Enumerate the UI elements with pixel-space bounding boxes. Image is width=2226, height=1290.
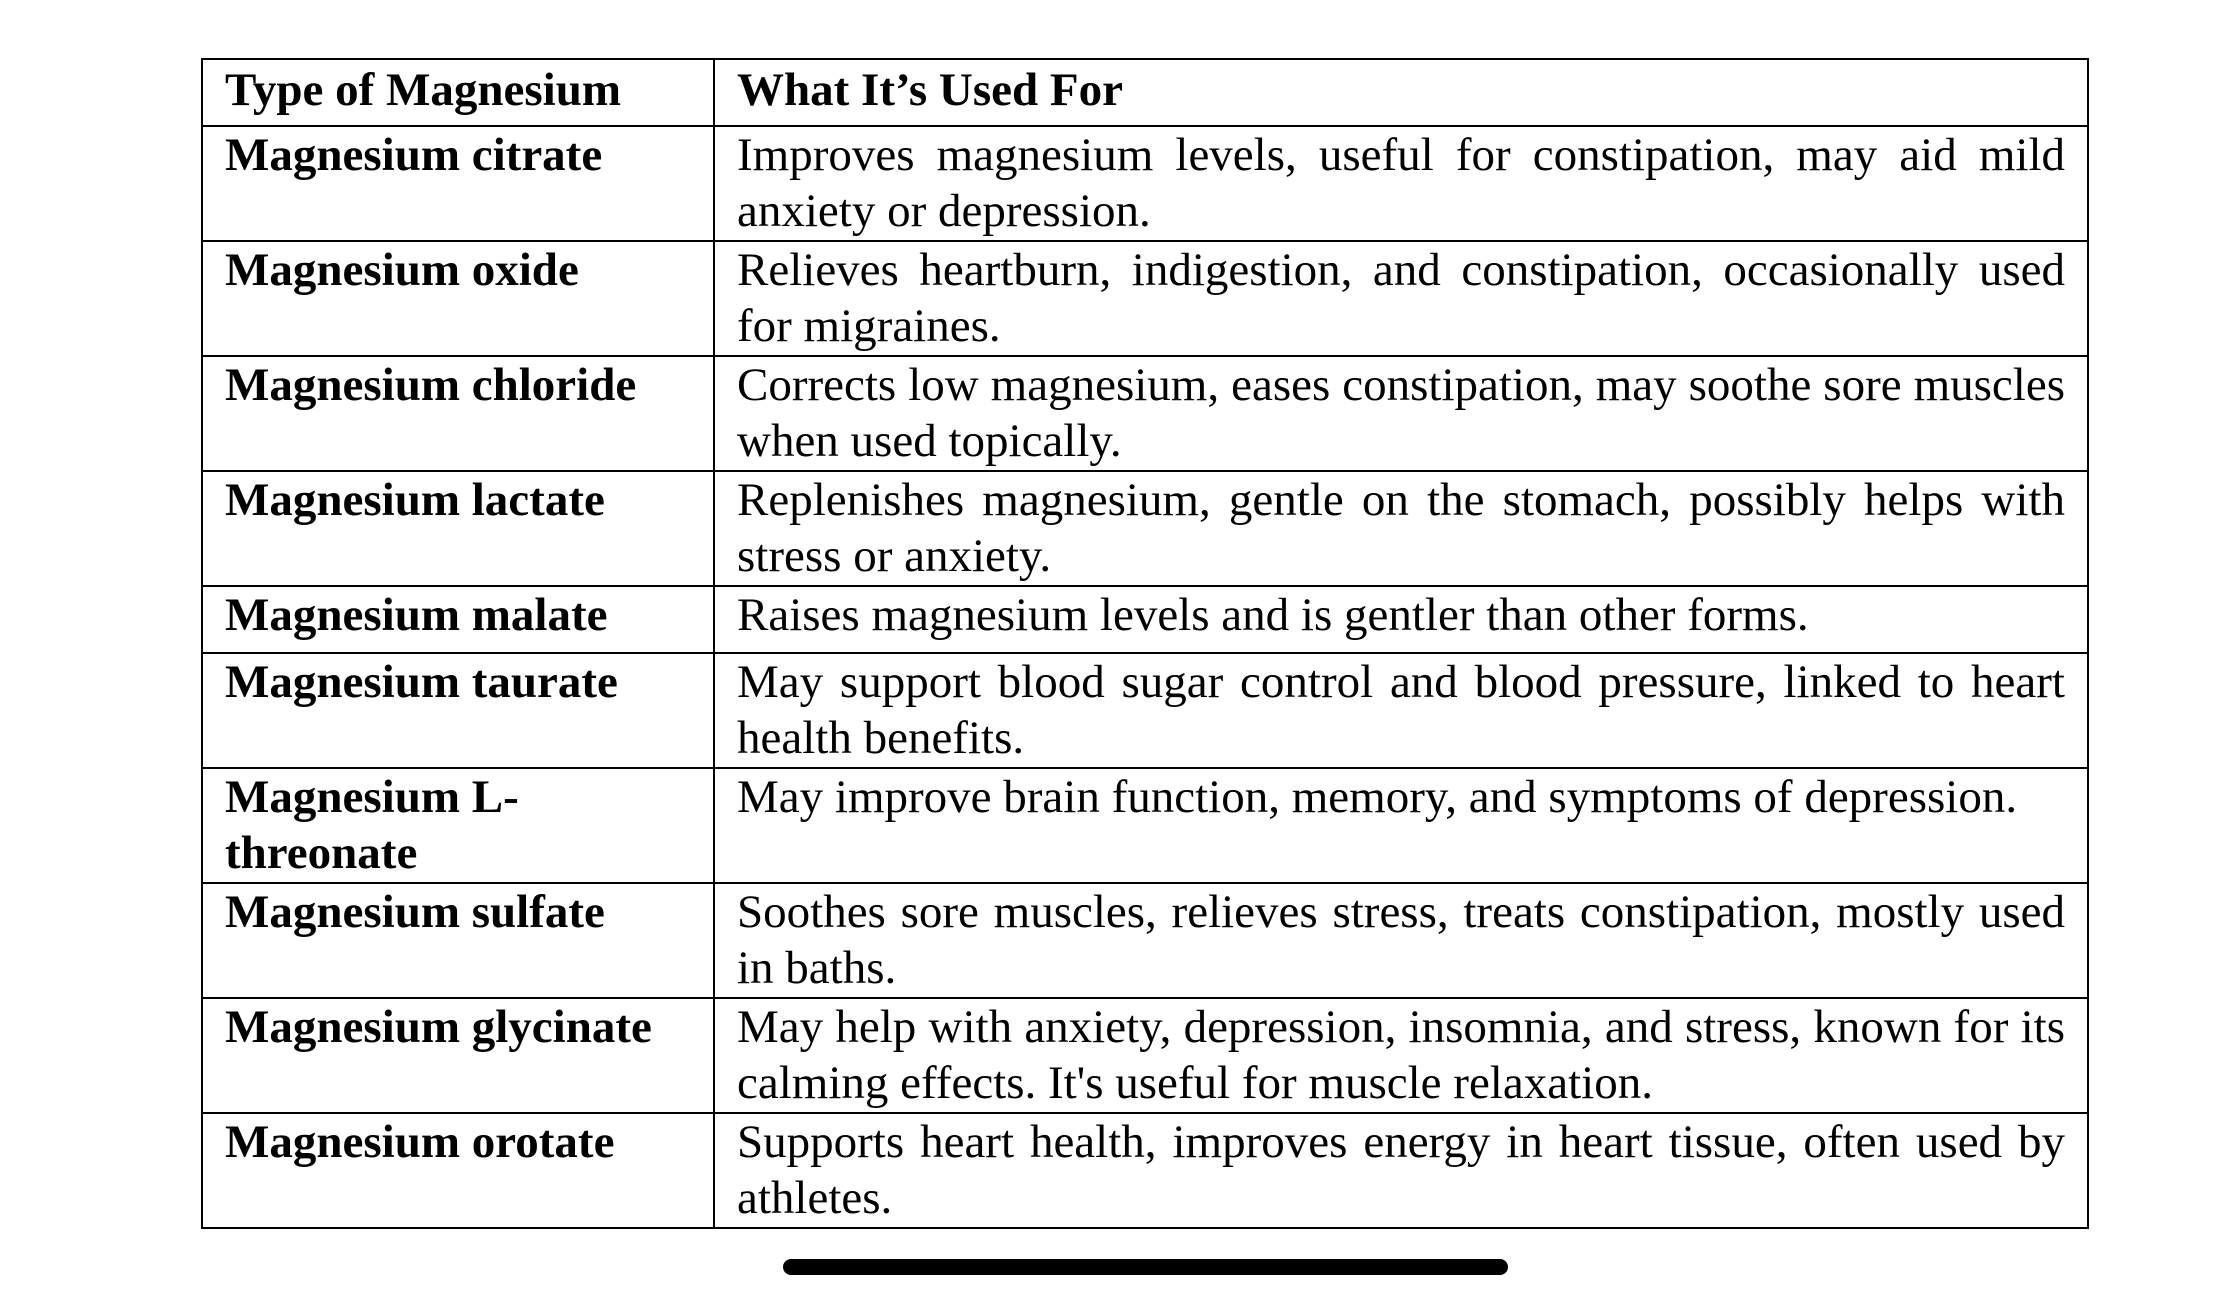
table-row (202, 883, 2088, 998)
use-cell: May support blood sugar control and blood pressure, linked to heart health benefits. (714, 653, 2088, 768)
type-cell: Magnesium sulfate (202, 883, 714, 998)
header-use: What It’s Used For (714, 59, 2088, 126)
table-header-row (202, 59, 2088, 126)
type-cell: Magnesium taurate (202, 653, 714, 768)
type-cell: Magnesium chloride (202, 356, 714, 471)
table-row (202, 586, 2088, 653)
use-cell: Replenishes magnesium, gentle on the stomach, possibly helps with stress or anxiety. (714, 471, 2088, 586)
type-cell: Magnesium L-threonate (202, 768, 714, 883)
table-row (202, 1113, 2088, 1228)
use-cell: Corrects low magnesium, eases constipation, may soothe sore muscles when used topically. (714, 356, 2088, 471)
use-cell: Supports heart health, improves energy in heart tissue, often used by athletes. (714, 1113, 2088, 1228)
home-indicator[interactable] (783, 1259, 1508, 1275)
magnesium-types-table (201, 58, 2089, 1229)
use-cell: May improve brain function, memory, and symptoms of depression. (714, 768, 2088, 883)
type-cell: Magnesium glycinate (202, 998, 714, 1113)
header-type: Type of Magnesium (202, 59, 714, 126)
type-cell: Magnesium oxide (202, 241, 714, 356)
table-row (202, 471, 2088, 586)
table-row (202, 768, 2088, 883)
use-cell: Raises magnesium levels and is gentler than other forms. (714, 586, 2088, 653)
table-row (202, 241, 2088, 356)
use-cell: Soothes sore muscles, relieves stress, treats constipation, mostly used in baths. (714, 883, 2088, 998)
table-row (202, 998, 2088, 1113)
use-cell: Relieves heartburn, indigestion, and constipation, occasionally used for migraines. (714, 241, 2088, 356)
type-cell: Magnesium lactate (202, 471, 714, 586)
use-cell: May help with anxiety, depression, insomnia, and stress, known for its calming effects. It's useful for muscle relaxation. (714, 998, 2088, 1113)
table-row (202, 126, 2088, 241)
type-cell: Magnesium citrate (202, 126, 714, 241)
table-row (202, 356, 2088, 471)
type-cell: Magnesium malate (202, 586, 714, 653)
table-row (202, 653, 2088, 768)
type-cell: Magnesium orotate (202, 1113, 714, 1228)
use-cell: Improves magnesium levels, useful for constipation, may aid mild anxiety or depression. (714, 126, 2088, 241)
